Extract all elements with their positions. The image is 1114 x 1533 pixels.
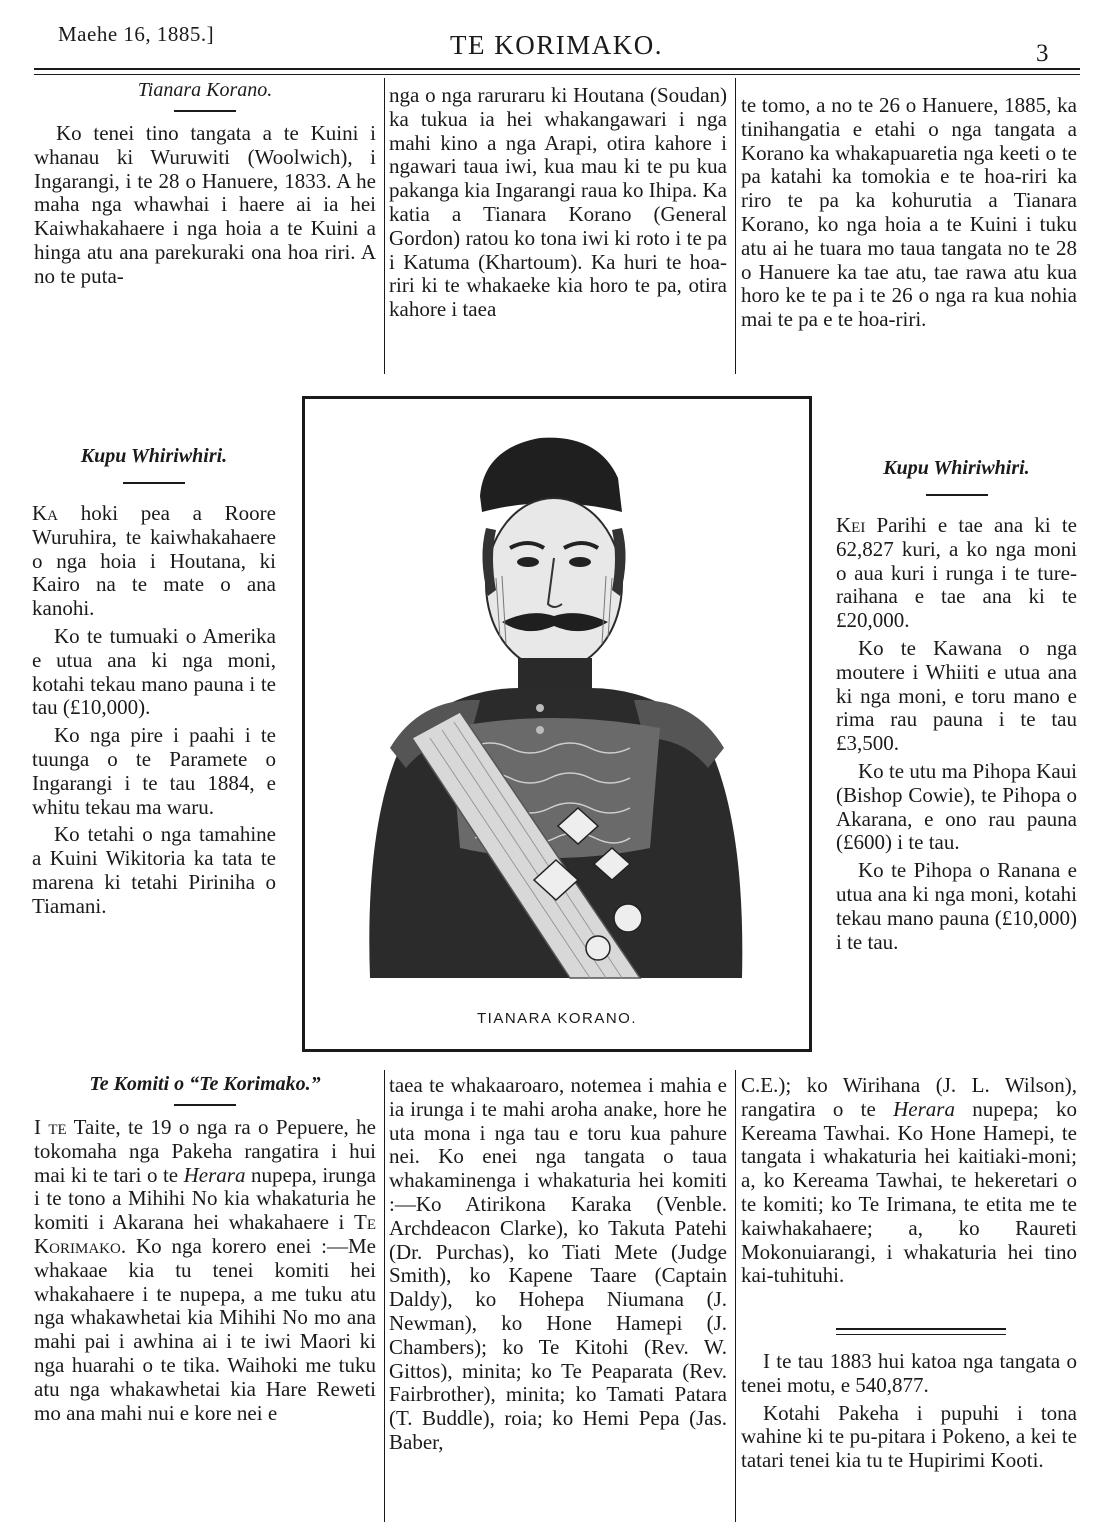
column-divider [735,78,736,374]
kupu-left-heading: Kupu Whiriwhiri. [80,445,228,467]
header-date: Maehe 16, 1885.] [58,22,215,46]
para-text: nupepa, irunga i te tono a Mihihi No kia whakaturia he komiti i Akarana hei whakahaere i [34,1162,376,1235]
para-text: Taite, te 19 o nga ra o Pepuere, he tokomaha nga Pakeha rangatira i hui mai ki te tari o te [34,1115,376,1187]
kupu-right-para-4: Ko te Pihopa o Ranana e utua ana ki nga moni, kotahi tekau mano pauna (£10,000) i te tau. [836,858,1077,954]
header-title: TE KORIMAKO. [450,30,663,60]
notes-column [741,1350,1077,1473]
notes-rule-bottom [836,1334,1006,1335]
kupu-left-para-4: Ko tetahi o nga tamahine a Kuini Wikitoria ka tata te marena ki tetahi Piriniha o Tiamani. [32,822,276,918]
portrait-engraving [350,408,764,992]
kupu-right-para-2: Ko te Kawana o nga moutere i Whiiti e utua ana ki nga moni, e toru mano e rima rau pauna i te tau £3,500. [836,635,1077,756]
komiti-text-2: taea te whakaaroaro, notemea i mahia e ia irunga i te mahi aroha anake, hore he uta mona i nga tau e toru kua pahure nei. Ko enei nga tangata o taua whakaminenga i whakaturia hei komiti :—Ko Atirikona Karaka (Venble. Archdeacon Clarke), ko Takuta Patehi (Dr. Purchas), ko Tiati Mete (Judge Smith), ko Kapene Taare (Captain Daldy), ko Hohepa Niumana (J. Newman), ko Hone Hamepi (J. Chambers); ko Te Kitohi (Rev. W. Gittos), minita; ko Te Peaparata (Rev. Fairbrother), minita; ko Tamati Patara (T. Buddle), roia; ko Hemi Pepa (Jas. Baber, [389,1073,727,1454]
note-2: Kotahi Pakeha i pupuhi i tona wahine ki te pu-pitara i Pokeno, a kei te tatari tenei kia tu te Hupirimi Kooti. [741,1400,1077,1473]
kupu-left-para-3: Ko nga pire i paahi i te tuunga o te Paramete o Ingarangi i te tau 1884, e whitu tekau ma waru. [32,723,276,819]
korimako-title: Te Korimako. [34,1210,377,1258]
para-text: Ko nga korero enei :—Me whakaae kia tu tenei komiti hei whakahaere i te nupepa, a me tuku atu nga whakawhetai kia Mihihi No mo ana mahi pai i awhina ai i te iwi Maori ki nga huarahi o te tika. Waihoki me tuku atu nga whakawhetai kia Hare Reweti mo ana mahi nui e kore nei e [34,1233,376,1425]
note-1: I te tau 1883 hui katoa nga tangata o tenei motu, e 540,877. [741,1349,1077,1397]
article-korano-col1 [34,78,376,289]
drop-lead: Kei [836,513,866,537]
para-text: C.E.); ko Wirihana (J. L. Wilson), rangatira o te [741,1073,1077,1121]
column-divider [735,1070,736,1522]
para-text: nupepa; ko Kereama Tawhai. Ko Hone Hamepi, te tangata i whakaturia hei kaitiaki-moni; a, ko Kereama Tawhai, te hekeretari o te komiti; ko Te Irimana, te etita me te kaiwhakahaere; a, ko Raureti Mokonuiarangi, i whakaturia hei tino kai-tuhituhi. [741,1096,1078,1288]
portrait-caption: TIANARA KORANO. [476,1010,638,1027]
kupu-left-para-1 [32,502,276,621]
heading-rule [174,110,236,112]
heading-rule [926,494,988,496]
heading-rule [174,1104,236,1106]
article-korano-col2 [389,84,727,322]
heading-rule [123,482,185,484]
header-rule-top [34,68,1080,70]
column-divider [384,1070,385,1522]
kupu-right-para-3: Ko te utu ma Pihopa Kaui (Bishop Cowie), te Pihopa o Akarana, e ono rau pauna (£600) i te tau. [836,758,1077,855]
komiti-text-3 [741,1074,1077,1288]
header-rule-bottom [34,74,1080,75]
kupu-right-para-1 [836,514,1077,633]
article-korano-text-3: te tomo, a no te 26 o Hanuere, 1885, ka tinihangatia e etahi o nga tangata a Korano ka whakapuaretia nga keeti o te pa katahi ka tomokia e te hoa-riri ka riro te pa ka kohurutia a Tianara Korano, ko nga hoia a te Kuini i tuku atu ai he tuara mo taua tangata no te 28 o Hanuere ka tae atu, tae rawa atu kua horo ke te pa i te 26 o nga ra kua nohia mai te pa e te hoa-riri. [741,93,1077,332]
kupu-right-column [836,456,1077,954]
article-korano-heading: Tianara Korano. [137,79,273,101]
notes-rule-top [836,1328,1006,1330]
komiti-col2 [389,1074,727,1455]
komiti-heading: Te Komiti o “Te Korimako.” [89,1073,321,1095]
para-text: hoki pea a Roore Wuruhira, te kaiwhakahaere o nga hoia i Houtana, ki Kairo na te mate o ana kanohi. [32,501,276,621]
komiti-text-1 [34,1116,376,1425]
para-text: Parihi e tae ana ki te 62,827 kuri, a ko nga moni o aua kuri i runga i te ture-raihana e tae ana ki te £20,000. [836,513,1078,633]
kupu-right-heading: Kupu Whiriwhiri. [883,457,1030,479]
komiti-col3 [741,1074,1077,1288]
drop-lead: Ka [32,501,58,525]
page-number: 3 [1036,40,1049,67]
herara-title: Herara [183,1162,246,1187]
kupu-left-para-2: Ko te tumuaki o Amerika e utua ana ki nga moni, kotahi tekau mano pauna i te tau (£10,000). [32,623,276,720]
article-korano-col3 [741,94,1077,332]
komiti-col1 [34,1072,376,1425]
article-korano-text-2: nga o nga raruraru ki Houtana (Soudan) ka tukua ia hei whakangawari i nga mahi kino a nga Arapi, otira kahore i ngawari taua iwi, kua mau ki te pu kua pakanga kia Ingarangi raua ko Ihipa. Ka katia a Tianara Korano (General Gordon) ratou ko tona iwi ki roto i te pa i Katuma (Khartoum). Ka huri te hoa-riri ki te whakaeke kia horo te pa, otira kahore i taea [389,83,727,322]
article-korano-text-1: Ko tenei tino tangata a te Kuini i whanau ki Wuruwiti (Woolwich), i Ingarangi, i te 28 o Hanuere, 1833. A he maha nga whawhai i haere ai ia hei Kaiwhakahaere i nga hoia a te Kuini a hinga atu ana parekuraki ona hoa riri. A no te puta- [34,121,376,288]
kupu-left-column [32,444,276,919]
column-divider [384,78,385,374]
herara-title: Herara [893,1096,955,1121]
drop-lead: I te [34,1115,67,1139]
